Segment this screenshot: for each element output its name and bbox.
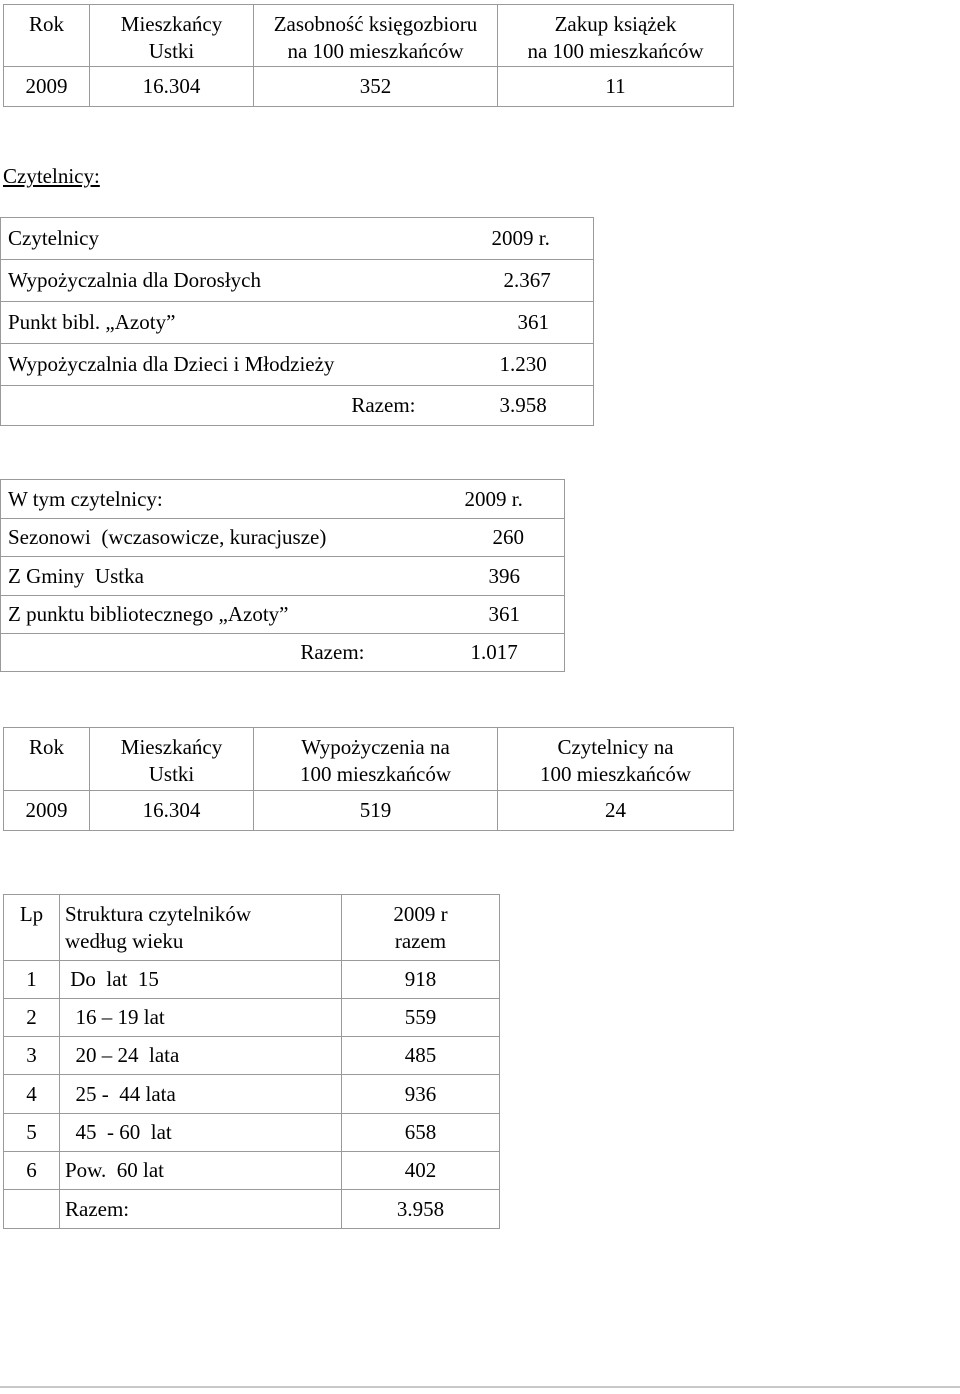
cell-value: 361 [403,596,565,634]
section-heading-readers: Czytelnicy: [3,164,100,188]
cell-age-group: 20 – 24 lata [60,1037,342,1075]
header-year-total: 2009 r razem [342,895,500,961]
cell-residents: 16.304 [90,67,254,107]
table-row [1,519,565,557]
table-row [4,1152,500,1190]
table-row [1,260,594,302]
cell-count: 658 [342,1114,500,1152]
cell-age-group: 45 - 60 lat [60,1114,342,1152]
header-year: 2009 r. [456,218,594,260]
total-row [1,386,594,426]
cell-loans: 519 [254,791,498,831]
header-wypozyczenia: Wypożyczenia na 100 mieszkańców [254,728,498,791]
cell-age-group: Pow. 60 lat [60,1152,342,1190]
cell-lp: 3 [4,1037,60,1075]
readers-table [0,217,594,426]
library-stock-table [3,4,734,107]
table-header-row [4,728,734,791]
cell-value: 260 [403,519,565,557]
total-label: Razem: [60,1190,342,1229]
cell-count: 918 [342,961,500,999]
cell-value: 396 [403,557,565,596]
table-row [4,67,734,107]
table-header-row [4,895,500,961]
cell-age-group: Do lat 15 [60,961,342,999]
cell-lp: 2 [4,999,60,1037]
header-rok: Rok [4,5,90,67]
total-label: Razem: [1,386,456,426]
cell-value: 2.367 [456,260,594,302]
header-czytelnicy: Czytelnicy [1,218,456,260]
header-mieszkancy: Mieszkańcy Ustki [90,5,254,67]
header-zakup: Zakup książek na 100 mieszkańców [498,5,734,67]
cell-purchases: 11 [498,67,734,107]
header-zasobnosc: Zasobność księgozbioru na 100 mieszkańców [254,5,498,67]
cell-label: Z Gminy Ustka [1,557,403,596]
table-header-row [1,480,565,519]
cell-residents: 16.304 [90,791,254,831]
cell-count: 402 [342,1152,500,1190]
cell-lp: 4 [4,1075,60,1114]
table-row [4,1114,500,1152]
total-row [4,1190,500,1229]
cell-label: Wypożyczalnia dla Dzieci i Młodzieży [1,344,456,386]
age-structure-table [3,894,500,1229]
table-row [1,302,594,344]
table-row [4,961,500,999]
header-czytelnicy: Czytelnicy na 100 mieszkańców [498,728,734,791]
header-year: 2009 r. [403,480,565,519]
cell-lp: 1 [4,961,60,999]
cell-empty [4,1190,60,1229]
cell-label: Wypożyczalnia dla Dorosłych [1,260,456,302]
cell-label: Sezonowi (wczasowicze, kuracjusze) [1,519,403,557]
cell-age-group: 25 - 44 lata [60,1075,342,1114]
loans-table [3,727,734,831]
cell-value: 1.230 [456,344,594,386]
header-mieszkancy: Mieszkańcy Ustki [90,728,254,791]
table-row [1,344,594,386]
header-struktura: Struktura czytelników według wieku [60,895,342,961]
total-row [1,634,565,672]
header-w-tym: W tym czytelnicy: [1,480,403,519]
header-rok: Rok [4,728,90,791]
cell-count: 559 [342,999,500,1037]
cell-count: 936 [342,1075,500,1114]
cell-lp: 5 [4,1114,60,1152]
table-row [1,557,565,596]
total-value: 1.017 [403,634,565,672]
cell-year: 2009 [4,67,90,107]
table-row [1,596,565,634]
cell-readers: 24 [498,791,734,831]
cell-stock: 352 [254,67,498,107]
readers-breakdown-table [0,479,565,672]
cell-label: Z punktu bibliotecznego „Azoty” [1,596,403,634]
table-header-row [1,218,594,260]
table-row [4,1075,500,1114]
table-row [4,999,500,1037]
table-header-row [4,5,734,67]
cell-label: Punkt bibl. „Azoty” [1,302,456,344]
cell-age-group: 16 – 19 lat [60,999,342,1037]
cell-year: 2009 [4,791,90,831]
header-lp: Lp [4,895,60,961]
total-value: 3.958 [342,1190,500,1229]
total-value: 3.958 [456,386,594,426]
table-row [4,791,734,831]
cell-lp: 6 [4,1152,60,1190]
cell-value: 361 [456,302,594,344]
table-row [4,1037,500,1075]
page-bottom-divider [0,1386,960,1388]
total-label: Razem: [1,634,403,672]
cell-count: 485 [342,1037,500,1075]
